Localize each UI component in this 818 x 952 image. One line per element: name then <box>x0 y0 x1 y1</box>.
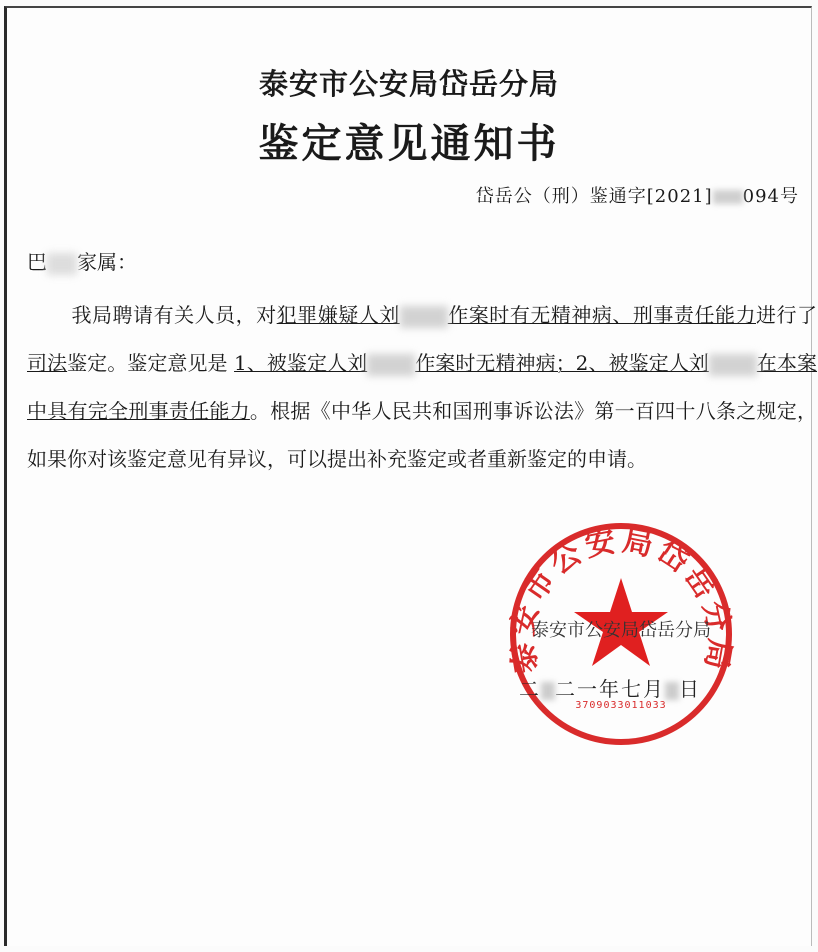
document-number-suffix: 094号 <box>742 186 799 207</box>
body-text: 进行了 <box>756 303 818 327</box>
document-page <box>4 6 818 946</box>
redacted-block <box>709 354 757 376</box>
seal-inner-text: 泰安市公安局岱岳分局 <box>531 620 711 641</box>
body-text-underlined: 作案时有无精神病、刑事责任能力 <box>447 303 756 327</box>
redacted-block <box>541 682 555 700</box>
issue-date <box>519 673 701 702</box>
body-text-underlined: 在本案中具有完全刑事责任能力 <box>27 351 818 423</box>
issuing-organization: 泰安市公安局岱岳分局 <box>258 67 559 101</box>
official-seal <box>505 518 737 750</box>
notice-body <box>27 291 817 483</box>
body-text: 我局聘请有关人员，对 <box>71 303 277 327</box>
addressee-suffix: 家属： <box>77 250 137 274</box>
date-part: 日 <box>679 677 701 701</box>
addressee <box>27 246 137 275</box>
date-part: 二一年七月 <box>555 677 665 701</box>
date-part: 二 <box>519 677 541 701</box>
seal-serial: 3709033011033 <box>575 700 667 711</box>
document-number <box>476 182 799 208</box>
body-text-underlined: 作案时无精神病；2、被鉴定人刘 <box>415 351 709 375</box>
notice-paragraph <box>27 291 817 483</box>
body-text-underlined: 司法 <box>27 351 68 375</box>
body-text: 。根据《中华人民共和国刑事诉讼法》第一百四十八条之规定，如果你对该鉴定意见有异议，可以提出补充鉴定或者重新鉴定的申请。 <box>27 399 818 471</box>
redacted-block <box>367 354 415 376</box>
document-title: 鉴定意见通知书 <box>258 120 560 167</box>
body-text-underlined: 1、被鉴定人刘 <box>234 351 368 375</box>
body-text: 鉴定。鉴定意见是 <box>67 351 228 375</box>
document-number-prefix: 岱岳公（刑）鉴通字[2021] <box>475 186 713 207</box>
redacted-block <box>665 682 679 700</box>
redacted-block <box>47 253 77 275</box>
redacted-block <box>713 190 743 204</box>
body-text-underlined: 犯罪嫌疑人刘 <box>276 303 400 327</box>
seal-ring-text: 泰安市公安局岱岳分局 <box>505 523 737 676</box>
addressee-prefix: 巴 <box>27 250 47 274</box>
redacted-block <box>400 306 448 328</box>
